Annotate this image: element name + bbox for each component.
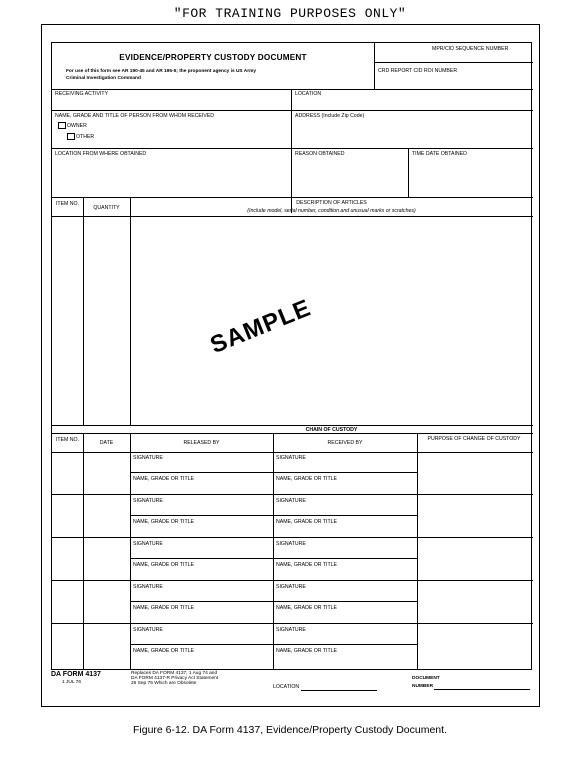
other-label: OTHER	[76, 134, 95, 140]
released-name-3: NAME, GRADE OR TITLE	[133, 562, 195, 568]
chain-of-custody-label: CHAIN OF CUSTODY	[305, 427, 358, 433]
rule-block5-mid	[130, 644, 417, 645]
header-right-split	[374, 62, 533, 63]
receiving-activity-label: RECEIVING ACTIVITY	[55, 91, 109, 97]
footer-location-line	[301, 690, 377, 691]
time-divider	[408, 148, 409, 197]
released-signature-4: SIGNATURE	[133, 584, 163, 590]
mid-divider-upper	[291, 89, 292, 213]
released-signature-1: SIGNATURE	[133, 455, 163, 461]
figure-caption: Figure 6-12. DA Form 4137, Evidence/Property Custody Document.	[133, 724, 447, 736]
rule-name-top	[52, 110, 533, 111]
reason-obtained-label: REASON OBTAINED	[295, 151, 345, 157]
replaces-line1: Replaces DA FORM 4137, 1 Aug 74 and	[131, 671, 218, 676]
rule-block2-end	[52, 537, 533, 538]
received-name-5: NAME, GRADE OR TITLE	[276, 648, 338, 654]
received-signature-3: SIGNATURE	[276, 541, 306, 547]
released-name-2: NAME, GRADE OR TITLE	[133, 519, 195, 525]
address-label: ADDRESS (Include Zip Code)	[295, 113, 365, 119]
form-note-line2: Criminal Investigation Command	[66, 75, 141, 81]
mpr-sequence-label: MPR/CID SEQUENCE NUMBER	[432, 46, 509, 52]
training-banner: "FOR TRAINING PURPOSES ONLY"	[173, 6, 407, 21]
rule-block1-end	[52, 494, 533, 495]
owner-checkbox[interactable]	[58, 122, 66, 129]
form-date: 1 JUL 76	[62, 680, 82, 685]
coc-date-label: DATE	[99, 440, 114, 446]
coc-item-divider	[83, 433, 84, 670]
item-col-divider	[83, 197, 84, 425]
description-sub-label: (Include model, serial number, condition and unusual marks or scratches)	[247, 208, 416, 214]
rule-obtained-top	[52, 148, 533, 149]
received-signature-1: SIGNATURE	[276, 455, 306, 461]
time-date-obtained-label: TIME DATE OBTAINED	[412, 151, 467, 157]
rule-receiving-top	[52, 89, 533, 90]
item-no-label: ITEM NO.	[55, 201, 80, 207]
rule-block1-mid	[130, 472, 417, 473]
released-signature-5: SIGNATURE	[133, 627, 163, 633]
document-label: DOCUMENT	[412, 676, 440, 681]
received-by-label: RECEIVED BY	[327, 440, 363, 446]
rule-block4-mid	[130, 601, 417, 602]
rule-block3-end	[52, 580, 533, 581]
location-label: LOCATION	[295, 91, 322, 97]
header-divider	[374, 43, 375, 89]
name-grade-title-received-label: NAME, GRADE AND TITLE OF PERSON FROM WHOM RECEIVED	[55, 113, 215, 119]
number-label: NUMBER	[412, 684, 434, 689]
quantity-label: QUANTITY	[93, 205, 120, 211]
released-signature-3: SIGNATURE	[133, 541, 163, 547]
received-signature-2: SIGNATURE	[276, 498, 306, 504]
coc-received-divider	[417, 433, 418, 670]
rule-articles-top	[52, 197, 533, 198]
form-note	[66, 69, 366, 82]
released-name-4: NAME, GRADE OR TITLE	[133, 605, 195, 611]
coc-item-no-label: ITEM NO.	[55, 437, 80, 443]
received-signature-5: SIGNATURE	[276, 627, 306, 633]
rule-block4-end	[52, 623, 533, 624]
rule-coc-header-bottom	[52, 452, 533, 453]
sample-watermark: SAMPLE	[206, 294, 315, 360]
received-signature-4: SIGNATURE	[276, 584, 306, 590]
crd-report-label: CRD REPORT CID ROI NUMBER	[378, 68, 458, 74]
owner-label: OWNER	[67, 123, 87, 129]
released-name-5: NAME, GRADE OR TITLE	[133, 648, 195, 654]
replaces-note	[131, 671, 218, 687]
footer-location-label: LOCATION	[273, 684, 300, 690]
other-checkbox[interactable]	[67, 133, 75, 140]
document-number-line	[434, 689, 530, 690]
rule-chain-top	[52, 425, 533, 426]
qty-col-divider	[130, 197, 131, 425]
released-signature-2: SIGNATURE	[133, 498, 163, 504]
released-by-label: RELEASED BY	[183, 440, 220, 446]
form-note-line1: For use of this form see AR 190-45 and AR 195-5; the proponent agency is US Army	[66, 69, 257, 74]
replaces-line3: 26 Sep 75 Which are Obsolete	[131, 681, 197, 687]
coc-released-divider	[273, 433, 274, 670]
form-title: EVIDENCE/PROPERTY CUSTODY DOCUMENT	[119, 53, 307, 62]
rule-chain-header-top	[52, 433, 533, 434]
form-number: DA FORM 4137	[51, 671, 101, 678]
rule-articles-header	[52, 216, 533, 217]
replaces-line2: DA FORM 4137-R Privacy Act Statement	[131, 676, 219, 682]
purpose-label: PURPOSE OF CHANGE OF CUSTODY	[427, 436, 521, 442]
description-label: DESCRIPTION OF ARTICLES	[296, 200, 367, 206]
released-name-1: NAME, GRADE OR TITLE	[133, 476, 195, 482]
received-name-1: NAME, GRADE OR TITLE	[276, 476, 338, 482]
evidence-form	[51, 42, 532, 670]
rule-block3-mid	[130, 558, 417, 559]
rule-block2-mid	[130, 515, 417, 516]
received-name-3: NAME, GRADE OR TITLE	[276, 562, 338, 568]
location-obtained-label: LOCATION FROM WHERE OBTAINED	[55, 151, 147, 157]
coc-date-divider	[130, 433, 131, 670]
received-name-2: NAME, GRADE OR TITLE	[276, 519, 338, 525]
received-name-4: NAME, GRADE OR TITLE	[276, 605, 338, 611]
